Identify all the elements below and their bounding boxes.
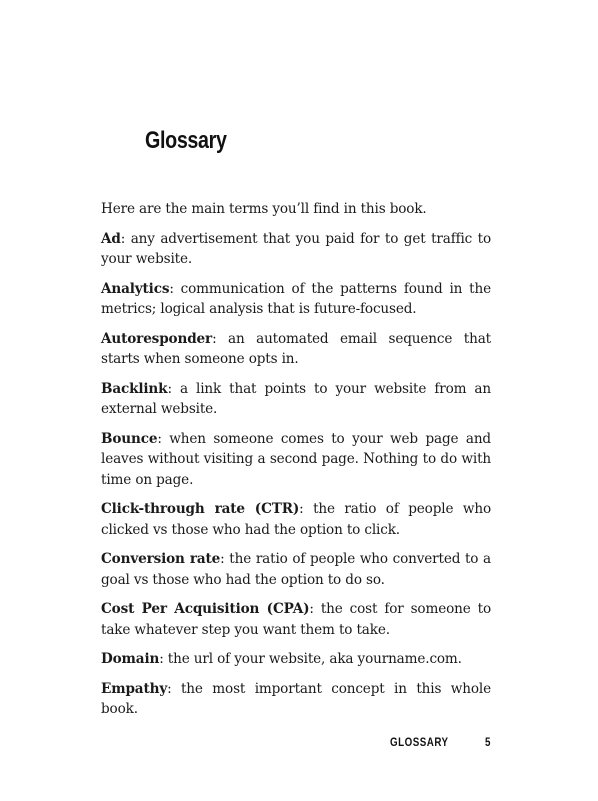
glossary-definition: : the most important concept in this whole book. — [101, 680, 491, 717]
page-footer — [390, 737, 492, 749]
intro-text: Here are the main terms you’ll find in this book. — [101, 201, 427, 217]
glossary-definition: : the url of your website, aka yourname.com. — [159, 651, 462, 667]
glossary-term: Click-through rate (CTR) — [101, 501, 300, 517]
page-title: Glossary — [145, 127, 227, 154]
glossary-definition: : communication of the patterns found in the metrics; logical analysis that is future-focused. — [101, 280, 491, 317]
glossary-entry — [101, 229, 491, 270]
glossary-term: Conversion rate — [101, 551, 221, 567]
glossary-term: Analytics — [101, 280, 170, 297]
glossary-entry — [101, 599, 491, 640]
glossary-term: Cost Per Acquisition (CPA) — [101, 601, 310, 617]
glossary-entry — [101, 379, 491, 420]
glossary-definition: : the cost for someone to take whatever step you want them to take. — [101, 601, 492, 638]
glossary-entry — [101, 279, 491, 320]
glossary-entry — [101, 549, 491, 590]
glossary-body — [101, 199, 491, 729]
glossary-entry — [101, 679, 491, 720]
glossary-term: Ad — [101, 230, 121, 247]
glossary-definition: : the ratio of people who converted to a goal vs those who had the option to do so. — [101, 551, 491, 588]
glossary-definition: : any advertisement that you paid for to get traffic to your website. — [101, 230, 491, 267]
glossary-entry — [101, 329, 491, 370]
glossary-term: Autoresponder — [101, 330, 213, 347]
glossary-entry — [101, 649, 491, 670]
glossary-term: Bounce — [101, 430, 158, 447]
glossary-term: Backlink — [101, 380, 168, 397]
page-number: 5 — [485, 737, 491, 749]
glossary-definition: : the ratio of people who clicked vs those who had the option to click. — [101, 501, 491, 538]
glossary-entry — [101, 429, 491, 491]
running-head: GLOSSARY — [390, 737, 449, 749]
glossary-entry — [101, 499, 491, 540]
glossary-definition: : when someone comes to your web page and leaves without visiting a second page. Nothing to do with time on page. — [101, 430, 491, 488]
glossary-term: Domain — [101, 651, 160, 667]
glossary-definition: : an automated email sequence that starts when someone opts in. — [101, 330, 491, 367]
glossary-definition: : a link that points to your website from an external website. — [101, 380, 491, 417]
glossary-term: Empathy — [101, 680, 168, 697]
